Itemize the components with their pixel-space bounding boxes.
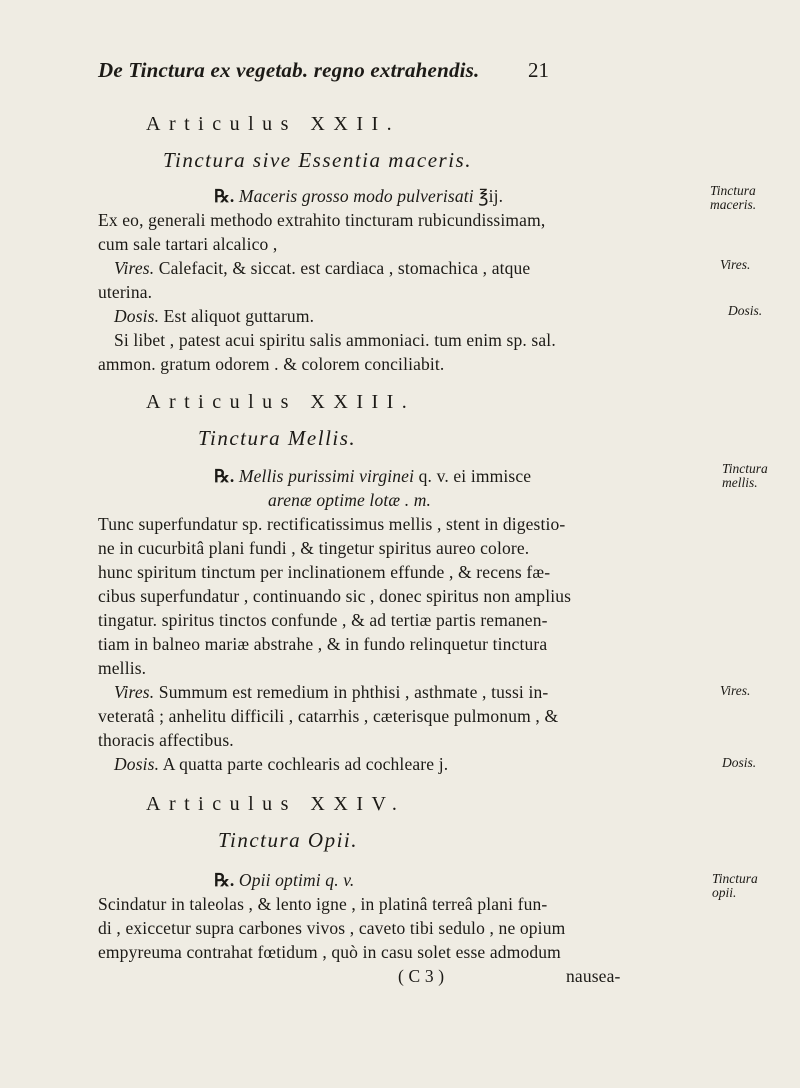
margin-note: Vires. xyxy=(720,683,751,698)
text-line: mellis. xyxy=(98,658,147,678)
catchword: nausea- xyxy=(566,966,621,986)
running-head: De Tinctura ex vegetab. regno extrahendis. xyxy=(98,58,480,82)
margin-note: Tinctura opii. xyxy=(712,871,758,900)
text-line: veteratâ ; anhelitu difficili , catarrhis , cæterisque pulmonum , & xyxy=(98,706,559,726)
article-24-subheading: Tinctura Opii. xyxy=(218,828,359,852)
text-line: Dosis. Est aliquot guttarum. xyxy=(114,306,315,326)
paragraph-label: Dosis. xyxy=(114,754,160,774)
text-line: Ex eo, generali methodo extrahito tincturam rubicundissimam, xyxy=(98,210,546,230)
text-line: Dosis. A quatta parte cochlearis ad cochleare j. xyxy=(114,754,449,774)
recipe-quantity: q. v. ei immisce xyxy=(414,466,532,486)
page-number: 21 xyxy=(528,58,549,82)
recipe-symbol: ℞. xyxy=(214,870,235,890)
article-24-recipe-line xyxy=(214,870,354,891)
recipe-quantity: ℥ij. xyxy=(473,186,504,206)
margin-note: Dosis. xyxy=(728,303,763,318)
text-line: ne in cucurbitâ plani fundi , & tingetur spiritus aureo colore. xyxy=(98,538,530,558)
margin-note: Vires. xyxy=(720,257,751,272)
text-line: Vires. Summum est remedium in phthisi , asthmate , tussi in- xyxy=(114,682,549,702)
text-line: tingatur. spiritus tinctos confunde , & ad tertiæ partis remanen- xyxy=(98,610,548,630)
recipe-symbol: ℞. xyxy=(214,186,235,206)
signature-mark: ( C 3 ) xyxy=(398,966,445,986)
text-line: Scindatur in taleolas , & lento igne , in platinâ terreâ plani fun- xyxy=(98,894,548,914)
text-line: tiam in balneo mariæ abstrahe , & in fundo relinquetur tinctura xyxy=(98,634,548,654)
text-line: cum sale tartari alcalico , xyxy=(98,234,278,254)
text-line: hunc spiritum tinctum per inclinationem effunde , & recens fæ- xyxy=(98,562,551,582)
text-line: Si libet , patest acui spiritu salis ammoniaci. tum enim sp. sal. xyxy=(114,330,556,350)
text-line: Tunc superfundatur sp. rectificatissimus mellis , stent in digestio- xyxy=(98,514,566,534)
recipe-ingredient: Mellis purissimi virginei xyxy=(238,466,415,486)
margin-note: Tinctura maceris. xyxy=(710,183,757,212)
article-23-recipe-line xyxy=(214,466,531,487)
margin-note: Tinctura mellis. xyxy=(722,461,768,490)
paragraph-label: Vires. xyxy=(114,682,155,702)
margin-note: Dosis. xyxy=(722,755,757,770)
text-line: uterina. xyxy=(98,282,153,302)
paragraph-label: Vires. xyxy=(114,258,155,278)
paragraph-label: Dosis. xyxy=(114,306,160,326)
article-22-heading: Articulus XXII. xyxy=(146,113,401,135)
text-line: arenæ optime lotæ . m. xyxy=(268,490,432,510)
article-24-heading: Articulus XXIV. xyxy=(146,793,406,815)
text-line: cibus superfundatur , continuando sic , donec spiritus non amplius xyxy=(98,586,572,606)
text-line: ammon. gratum odorem . & colorem conciliabit. xyxy=(98,354,445,374)
recipe-ingredient: Maceris grosso modo pulverisati xyxy=(238,186,474,206)
recipe-ingredient: Opii optimi q. v. xyxy=(238,870,355,890)
article-23-subheading: Tinctura Mellis. xyxy=(198,426,357,450)
article-22-subheading: Tinctura sive Essentia maceris. xyxy=(163,148,472,172)
article-22-recipe-line xyxy=(214,186,503,207)
article-23-heading: Articulus XXIII. xyxy=(146,391,416,413)
text-line: Vires. Calefacit, & siccat. est cardiaca , stomachica , atque xyxy=(114,258,531,278)
text-line: empyreuma contrahat fœtidum , quò in casu solet esse admodum xyxy=(98,942,561,962)
text-line: thoracis affectibus. xyxy=(98,730,234,750)
recipe-symbol: ℞. xyxy=(214,466,235,486)
text-line: di , exiccetur supra carbones vivos , caveto tibi sedulo , ne opium xyxy=(98,918,566,938)
